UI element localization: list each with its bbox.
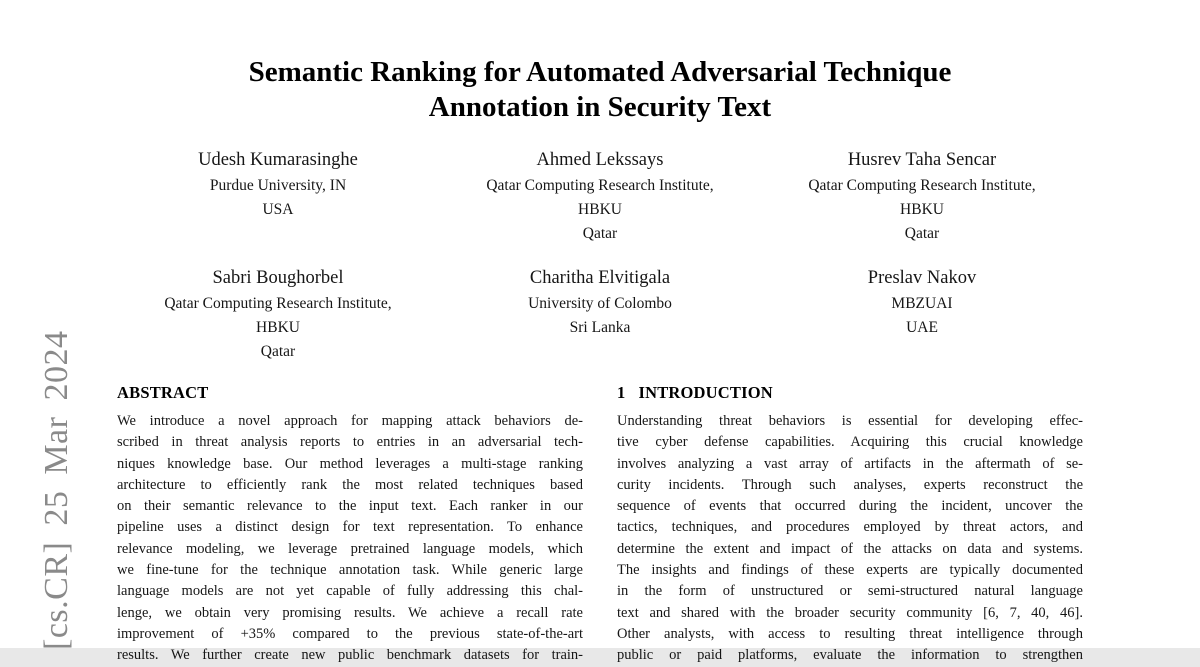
abstract-column	[117, 383, 583, 667]
author-affiliation-line: Qatar Computing Research Institute,	[164, 295, 392, 312]
author-affiliation-line: Qatar	[582, 225, 618, 242]
abstract-heading: ABSTRACT	[117, 383, 209, 402]
abstract-text-line: pipeline uses a distinct design for text representation. To enhance	[117, 519, 583, 536]
author-affiliation-line: HBKU	[900, 201, 944, 218]
abstract-text-line: language models are not yet capable of fully addressing this chal-	[117, 583, 583, 600]
introduction-text-line: tactics, techniques, and procedures employed by threat actors, and	[617, 519, 1083, 536]
abstract-text-line: we fine-tune for the technique annotation task. While generic large	[117, 562, 583, 579]
introduction-text-line: text and shared with the broader security community [6, 7, 40, 46].	[617, 604, 1083, 621]
author-affiliation-line: USA	[262, 201, 294, 218]
abstract-paragraph	[117, 411, 583, 667]
author-name: Udesh Kumarasinghe	[198, 150, 358, 170]
author-affiliation-line: UAE	[906, 319, 938, 336]
authors-row-1	[117, 150, 1083, 246]
arxiv-watermark: [cs.CR] 25 Mar 2024	[38, 330, 75, 650]
section-number: 1	[617, 383, 626, 402]
paper-title-line2: Annotation in Security Text	[428, 91, 772, 123]
author-block	[761, 150, 1083, 246]
introduction-text-line: involves analyzing a vast array of artifacts in the aftermath of se-	[617, 455, 1083, 472]
abstract-text-line: results. We further create new public benchmark datasets for train-	[117, 647, 583, 664]
abstract-text-line: architecture to efficiently rank the most related techniques based	[117, 476, 583, 493]
author-affiliation-line: Qatar Computing Research Institute,	[808, 177, 1036, 194]
author-name: Charitha Elvitigala	[529, 268, 671, 288]
abstract-text-line: improvement of +35% compared to the previous state-of-the-art	[117, 625, 583, 642]
author-block	[439, 268, 761, 340]
introduction-paragraph	[617, 411, 1083, 667]
section-title: INTRODUCTION	[638, 383, 773, 402]
introduction-text-line: Other analysts, with access to resulting threat intelligence through	[617, 625, 1083, 642]
introduction-text-line: curity incidents. Through such analyses, experts reconstruct the	[617, 476, 1083, 493]
author-affiliation-line: Qatar Computing Research Institute,	[486, 177, 714, 194]
introduction-text-line: public or paid platforms, evaluate the information to strengthen	[617, 647, 1083, 664]
abstract-text-line: on their semantic relevance to the input text. Each ranker in our	[117, 498, 583, 515]
abstract-text-line: relevance modeling, we leverage pretrained language models, which	[117, 540, 583, 557]
author-name: Husrev Taha Sencar	[847, 150, 997, 170]
author-name: Sabri Boughorbel	[212, 268, 344, 288]
abstract-text-line: niques knowledge base. Our method leverages a multi-stage ranking	[117, 455, 583, 472]
introduction-text-line: tive cyber defense capabilities. Acquiring this crucial knowledge	[617, 434, 1083, 451]
introduction-text-line: Understanding threat behaviors is essential for developing effec-	[617, 413, 1083, 429]
author-affiliation-line: Sri Lanka	[569, 319, 631, 336]
author-affiliation-line: MBZUAI	[891, 295, 953, 312]
author-block	[439, 150, 761, 246]
paper-title-line1: Semantic Ranking for Automated Adversarial Technique	[248, 56, 952, 88]
author-block	[117, 150, 439, 222]
author-affiliation-line: HBKU	[578, 201, 622, 218]
author-block	[761, 268, 1083, 340]
body-columns	[117, 383, 1083, 667]
paper-content	[117, 0, 1083, 667]
author-affiliation-line: HBKU	[256, 319, 300, 336]
author-affiliation-line: Qatar	[260, 343, 296, 360]
paper-title	[117, 55, 1083, 125]
author-affiliation-line: University of Colombo	[528, 295, 672, 312]
introduction-text-line: in the form of unstructured or semi-structured natural language	[617, 583, 1083, 600]
author-affiliation-line: Qatar	[904, 225, 940, 242]
abstract-text-line: We introduce a novel approach for mapping attack behaviors de-	[117, 413, 583, 429]
introduction-text-line: determine the extent and impact of the attacks on data and systems.	[617, 540, 1083, 557]
abstract-text-line: lenge, we obtain very promising results. We achieve a recall rate	[117, 604, 583, 621]
author-name: Preslav Nakov	[867, 268, 977, 288]
introduction-text-line: sequence of events that occurred during the incident, uncover the	[617, 498, 1083, 515]
introduction-column	[617, 383, 1083, 667]
authors-row-2	[117, 268, 1083, 364]
abstract-text-line: scribed in threat analysis reports to entries in an adversarial tech-	[117, 434, 583, 451]
author-name: Ahmed Lekssays	[536, 150, 664, 170]
author-affiliation-line: Purdue University, IN	[209, 177, 347, 194]
introduction-text-line: The insights and findings of these experts are typically documented	[617, 562, 1083, 579]
introduction-heading	[617, 383, 1083, 403]
author-block	[117, 268, 439, 364]
